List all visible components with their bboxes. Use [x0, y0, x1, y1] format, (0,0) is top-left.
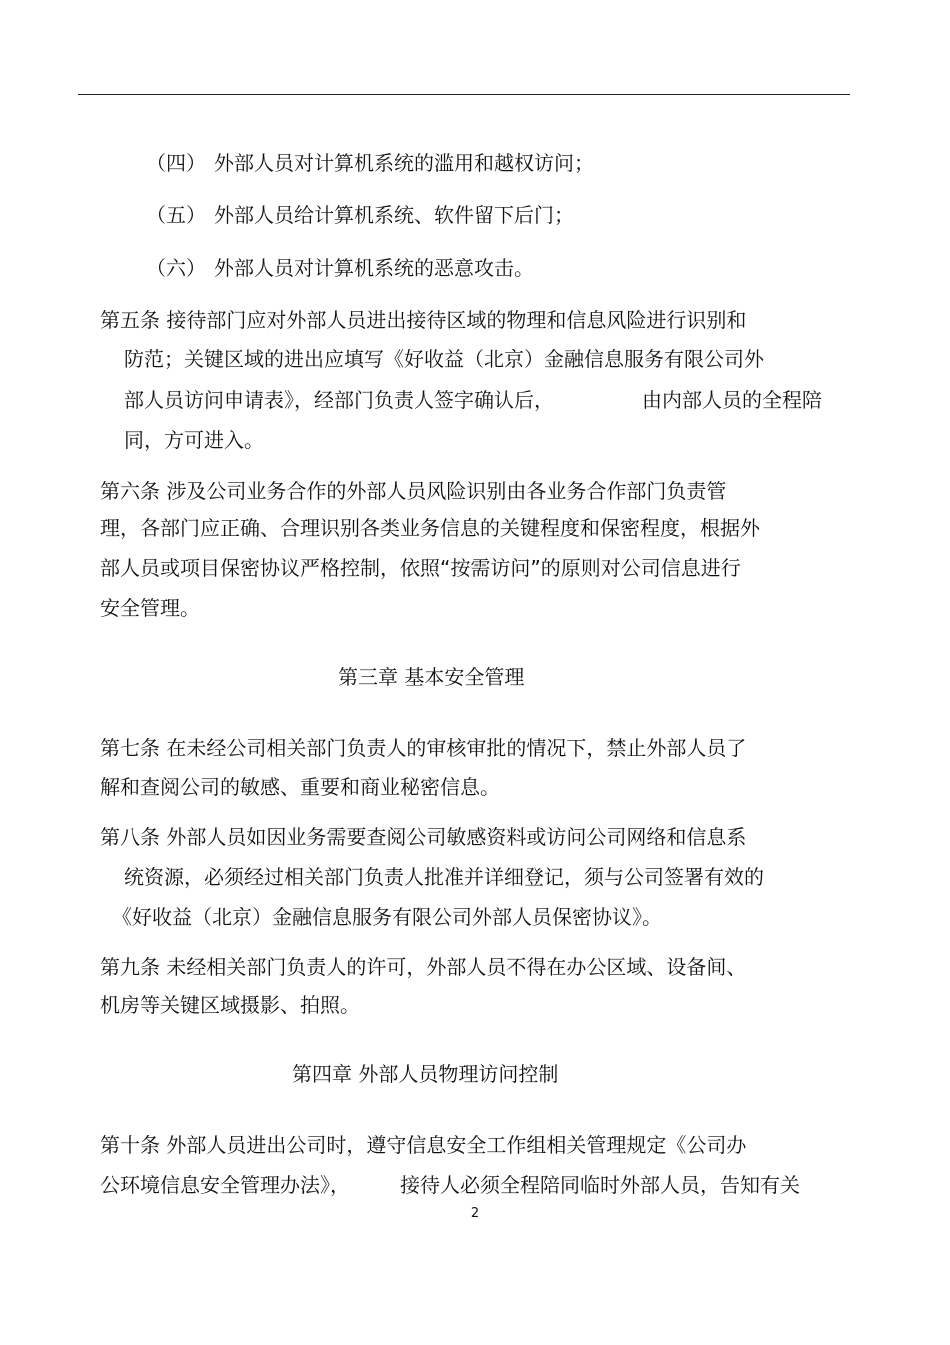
article-8-line-1: 第八条 外部人员如因业务需要查阅公司敏感资料或访问公司网络和信息系 — [100, 825, 747, 849]
article-6-line-2: 理，各部门应正确、合理识别各类业务信息的关键程度和保密程度，根据外 — [100, 516, 760, 540]
chapter-3-heading: 第三章 基本安全管理 — [338, 665, 525, 689]
article-6-line-1: 第六条 涉及公司业务合作的外部人员风险识别由各业务合作部门负责管 — [100, 479, 727, 503]
header-rule — [78, 94, 850, 95]
list-item-5 — [146, 203, 574, 227]
article-10-line-1: 第十条 外部人员进出公司时，遵守信息安全工作组相关管理规定《公司办 — [100, 1133, 747, 1157]
article-5-line-3a: 部人员访问申请表》，经部门负责人签字确认后， — [124, 388, 554, 412]
list-marker: （四） — [146, 151, 206, 175]
article-10-line-2a: 公环境信息安全管理办法》， — [100, 1173, 350, 1197]
article-10-line-2b: 接待人必须全程陪同临时外部人员，告知有关 — [400, 1173, 800, 1197]
list-text: 外部人员对计算机系统的滥用和越权访问； — [214, 151, 594, 175]
list-marker: （五） — [146, 203, 206, 227]
list-text: 外部人员给计算机系统、软件留下后门； — [214, 203, 574, 227]
article-7-line-2: 解和查阅公司的敏感、重要和商业秘密信息。 — [100, 775, 500, 799]
article-8-line-3: 《好收益（北京）金融信息服务有限公司外部人员保密协议》。 — [112, 905, 662, 929]
list-item-6 — [146, 256, 534, 280]
article-5-line-3b: 由内部人员的全程陪 — [642, 388, 822, 412]
article-9-line-1: 第九条 未经相关部门负责人的许可，外部人员不得在办公区域、设备间、 — [100, 955, 747, 979]
list-text: 外部人员对计算机系统的恶意攻击。 — [214, 256, 534, 280]
article-6-line-3: 部人员或项目保密协议严格控制，依照“按需访问”的原则对公司信息进行 — [100, 556, 741, 580]
list-marker: （六） — [146, 256, 206, 280]
list-item-4 — [146, 151, 594, 175]
article-9-line-2: 机房等关键区域摄影、拍照。 — [100, 993, 360, 1017]
article-7-line-1: 第七条 在未经公司相关部门负责人的审核审批的情况下，禁止外部人员了 — [100, 736, 747, 760]
article-6-line-4: 安全管理。 — [100, 596, 200, 620]
article-5-line-4: 同，方可进入。 — [124, 428, 264, 452]
chapter-4-heading: 第四章 外部人员物理访问控制 — [292, 1062, 559, 1086]
article-5-line-1: 第五条 接待部门应对外部人员进出接待区域的物理和信息风险进行识别和 — [100, 308, 747, 332]
article-8-line-2: 统资源，必须经过相关部门负责人批准并详细登记，须与公司签署有效的 — [124, 865, 764, 889]
article-5-line-2: 防范；关键区域的进出应填写《好收益（北京）金融信息服务有限公司外 — [124, 347, 764, 371]
page-number: 2 — [470, 1206, 480, 1221]
